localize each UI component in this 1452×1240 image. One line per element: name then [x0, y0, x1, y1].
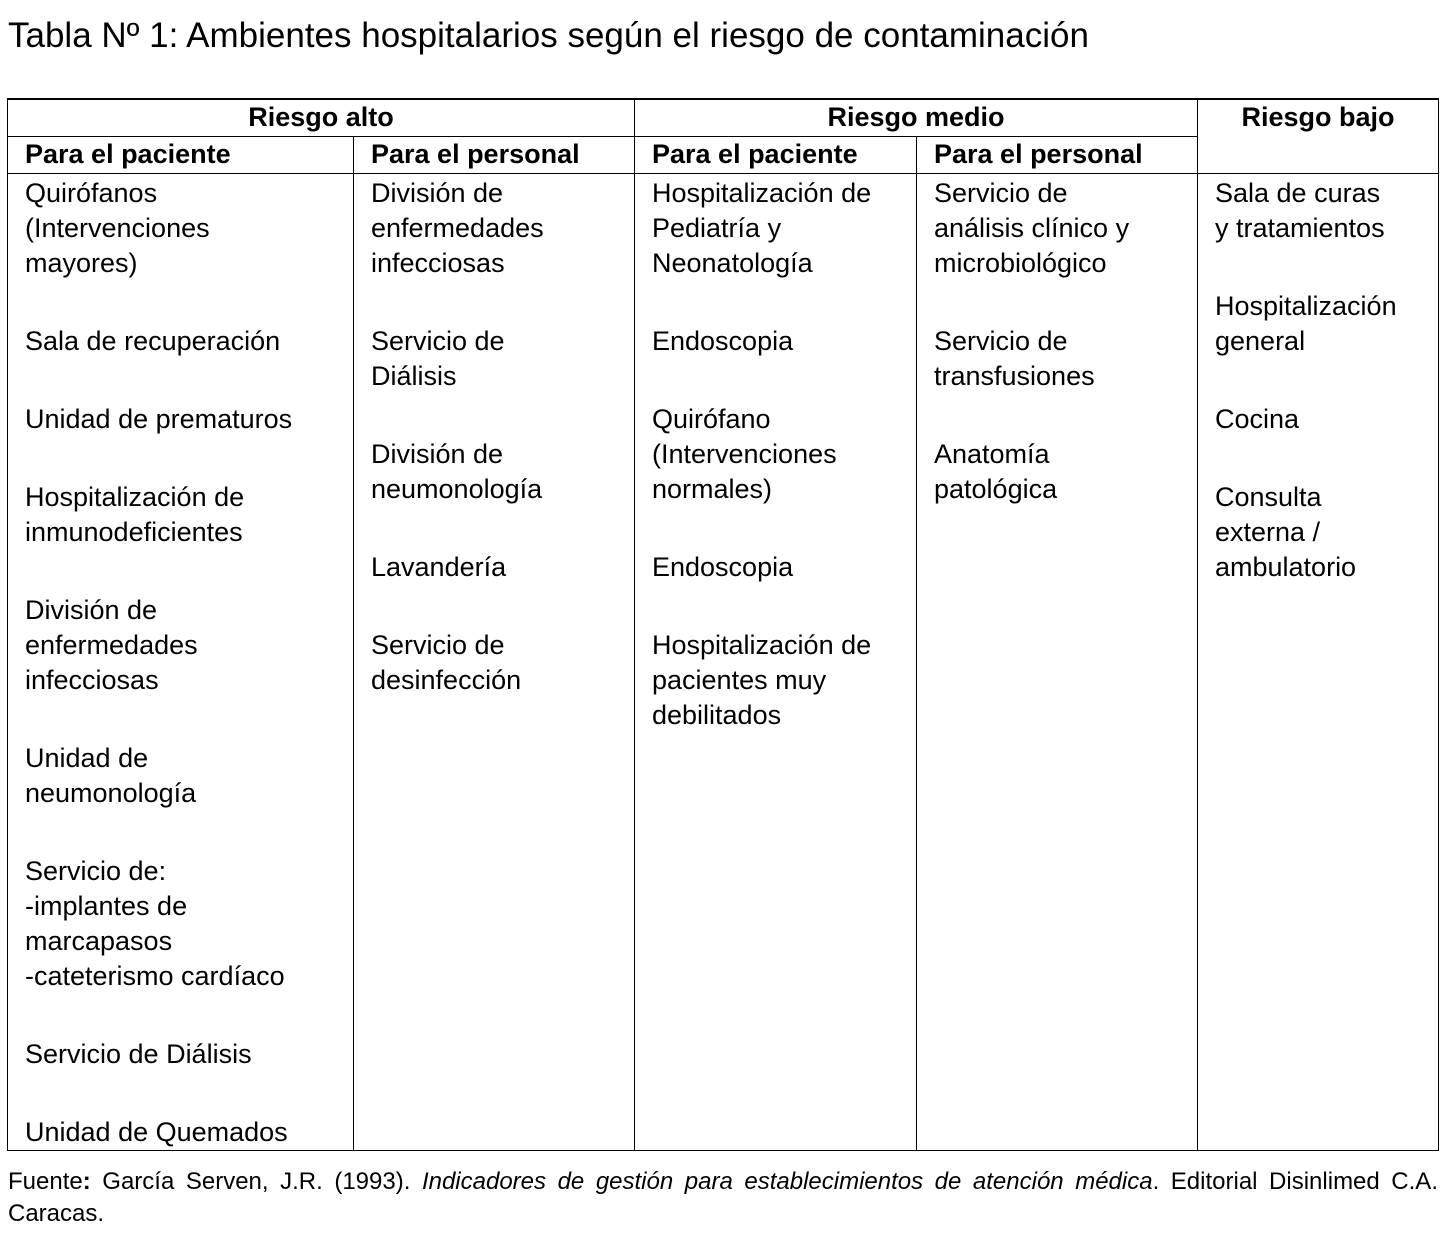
list-item: Lavandería — [371, 552, 507, 582]
list-item: Servicio de transfusiones — [934, 326, 1095, 391]
source-work-title: Indicadores de gestión para establecimientos de atención médica — [421, 1168, 1153, 1195]
source-author: García Serven, J.R. (1993). — [90, 1168, 422, 1195]
source-citation — [8, 1166, 1438, 1230]
list-item: Cocina — [1215, 404, 1300, 434]
header-riesgo-medio: Riesgo medio — [635, 99, 1198, 137]
list-item: Hospitalización de Pediatría y Neonatología — [652, 178, 872, 278]
source-label: Fuente — [8, 1168, 83, 1195]
list-item: División de enfermedades infecciosas — [25, 595, 198, 695]
list-item: Endoscopia — [652, 552, 794, 582]
list-item: Quirófano (Intervenciones normales) — [652, 404, 837, 504]
list-item: Unidad de neumonología — [25, 743, 197, 808]
column-alto-paciente — [8, 174, 354, 1151]
table-title: Tabla Nº 1: Ambientes hospitalarios según el riesgo de contaminación — [8, 16, 1089, 55]
list-item: Hospitalización de inmunodeficientes — [25, 482, 245, 547]
subheader-medio-paciente: Para el paciente — [635, 137, 917, 174]
subheader-alto-paciente: Para el paciente — [8, 137, 354, 174]
source-colon: : — [82, 1168, 91, 1195]
list-item: Anatomía patológica — [934, 439, 1058, 504]
column-medio-personal — [917, 174, 1198, 1151]
list-item: Quirófanos (Intervenciones mayores) — [25, 178, 210, 278]
list-item: Consulta externa / ambulatorio — [1215, 482, 1357, 582]
list-item: Servicio de Diálisis — [371, 326, 505, 391]
list-item: Unidad de prematuros — [25, 404, 293, 434]
risk-table — [7, 98, 1439, 1151]
subheader-alto-personal: Para el personal — [354, 137, 635, 174]
list-item: Endoscopia — [652, 326, 794, 356]
header-riesgo-alto: Riesgo alto — [8, 99, 635, 137]
column-medio-paciente — [635, 174, 917, 1151]
list-item: División de neumonología — [371, 439, 543, 504]
list-item: División de enfermedades infecciosas — [371, 178, 544, 278]
list-item: Hospitalización general — [1215, 291, 1397, 356]
subheader-medio-personal: Para el personal — [917, 137, 1198, 174]
list-item: Servicio de desinfección — [371, 630, 522, 695]
list-item: Servicio de Diálisis — [25, 1039, 252, 1069]
list-item: Unidad de Quemados — [25, 1117, 288, 1147]
column-alto-personal — [354, 174, 635, 1151]
column-bajo — [1198, 174, 1439, 1151]
list-item: Sala de curas y tratamientos — [1215, 178, 1385, 243]
header-riesgo-bajo: Riesgo bajo — [1198, 99, 1439, 174]
list-item: Servicio de: -implantes de marcapasos -cateterismo cardíaco — [25, 856, 285, 991]
list-item: Servicio de análisis clínico y microbiológico — [934, 178, 1130, 278]
list-item: Sala de recuperación — [25, 326, 281, 356]
source-publisher: . Editorial Disinlimed C.A. Caracas. — [8, 1168, 1438, 1227]
list-item: Hospitalización de pacientes muy debilitados — [652, 630, 872, 730]
